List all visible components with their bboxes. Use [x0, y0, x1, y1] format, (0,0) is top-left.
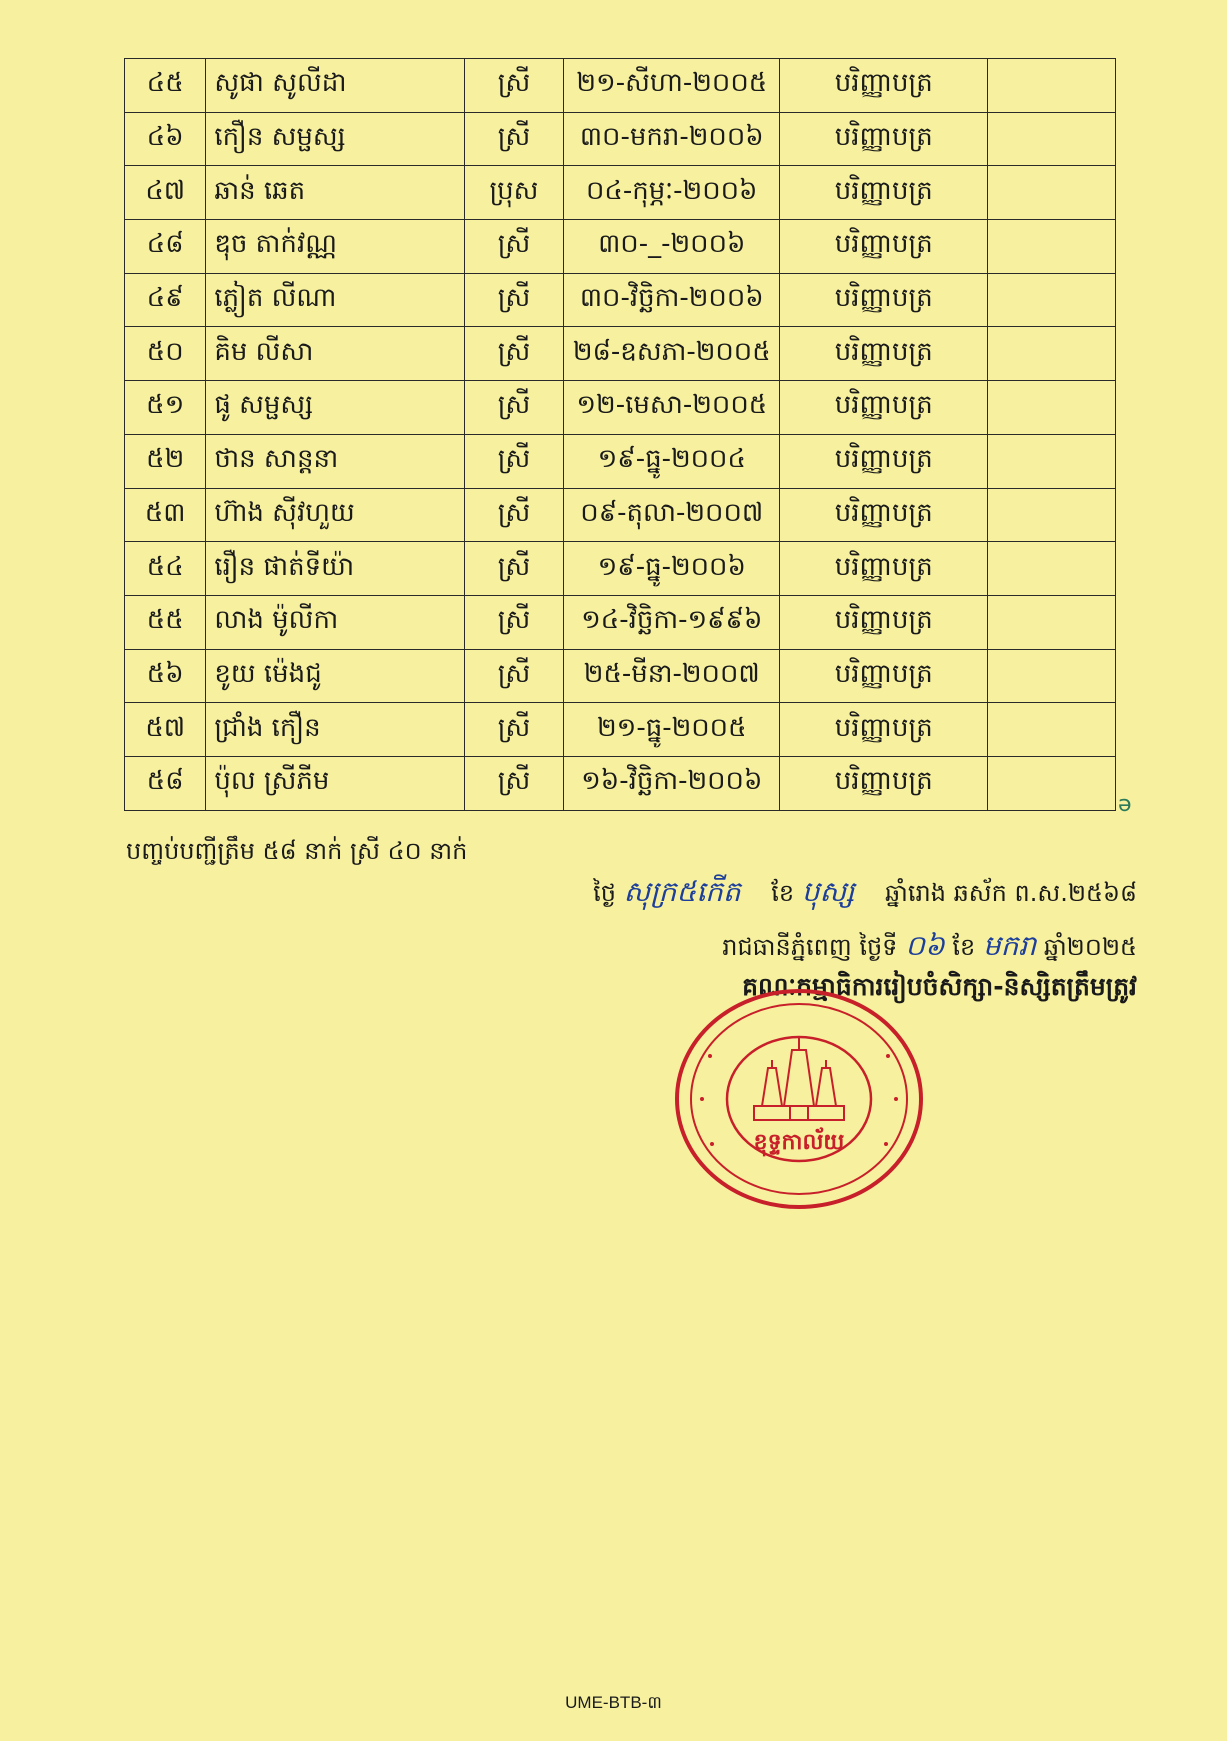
gender-cell: ស្រី [464, 220, 564, 274]
student-name-cell: គិម លីសា [206, 327, 464, 381]
remarks-cell [988, 166, 1116, 220]
row-number-cell: ៥១ [125, 381, 206, 435]
table-row [125, 273, 1116, 327]
birth-date-cell: ១៩-ធ្នូ-២០០៦ [564, 542, 780, 596]
footer-code: UME-BTB-៣ [565, 1693, 662, 1712]
table-row [125, 649, 1116, 703]
student-name-cell: សូផា សូលីដា [206, 59, 464, 113]
row-number-cell: ៥២ [125, 434, 206, 488]
remarks-cell [988, 756, 1116, 810]
row-number-cell: ៥៤ [125, 542, 206, 596]
table-row [125, 112, 1116, 166]
row-number-cell: ៤៥ [125, 59, 206, 113]
remarks-cell [988, 488, 1116, 542]
handwritten-date: ០៦ [905, 929, 945, 962]
table-row [125, 327, 1116, 381]
margin-mark-icon: ǝ [1118, 792, 1132, 817]
table-row [125, 59, 1116, 113]
qualification-cell: បរិញ្ញាបត្រ [780, 59, 988, 113]
student-name-cell: ជ្រាំង កឿន [206, 703, 464, 757]
birth-date-cell: ២១-សីហា-២០០៥ [564, 59, 780, 113]
qualification-cell: បរិញ្ញាបត្រ [780, 542, 988, 596]
birth-date-cell: ២៥-មីនា-២០០៧ [564, 649, 780, 703]
qualification-cell: បរិញ្ញាបត្រ [780, 649, 988, 703]
handwritten-month2: មករា [982, 929, 1037, 962]
student-name-cell: រឿន ផាត់ទីយ៉ា [206, 542, 464, 596]
qualification-cell: បរិញ្ញាបត្រ [780, 595, 988, 649]
gender-cell: ស្រី [464, 756, 564, 810]
handwritten-month: បុស្ស [801, 875, 855, 908]
remarks-cell [988, 649, 1116, 703]
table-row [125, 756, 1116, 810]
table-row [125, 703, 1116, 757]
birth-date-cell: ០៤-កុម្ភៈ-២០០៦ [564, 166, 780, 220]
student-name-cell: ឌុច តាក់វណ្ណ [206, 220, 464, 274]
qualification-cell: បរិញ្ញាបត្រ [780, 381, 988, 435]
row-number-cell: ៤៧ [125, 166, 206, 220]
gender-cell: ប្រុស [464, 166, 564, 220]
qualification-cell: បរិញ្ញាបត្រ [780, 756, 988, 810]
gender-cell: ស្រី [464, 59, 564, 113]
row-number-cell: ៥៧ [125, 703, 206, 757]
table-row [125, 595, 1116, 649]
gender-cell: ស្រី [464, 703, 564, 757]
gender-cell: ស្រី [464, 327, 564, 381]
table-row [125, 220, 1116, 274]
row-number-cell: ៤៩ [125, 273, 206, 327]
qualification-cell: បរិញ្ញាបត្រ [780, 112, 988, 166]
remarks-cell [988, 327, 1116, 381]
lunar-date-line [593, 874, 1137, 915]
gender-cell: ស្រី [464, 434, 564, 488]
solar-date-line [722, 928, 1137, 969]
remarks-cell [988, 220, 1116, 274]
birth-date-cell: ៣០-មករា-២០០៦ [564, 112, 780, 166]
row-number-cell: ៤៨ [125, 220, 206, 274]
remarks-cell [988, 381, 1116, 435]
remarks-cell [988, 542, 1116, 596]
row-number-cell: ៥៨ [125, 756, 206, 810]
qualification-cell: បរិញ្ញាបត្រ [780, 434, 988, 488]
remarks-cell [988, 434, 1116, 488]
list-summary: បញ្ចប់បញ្ជីត្រឹម ៥៨ នាក់ ស្រី ៤០ នាក់ [126, 837, 468, 865]
student-name-cell: ហ៊ាង ស៊ីវហួយ [206, 488, 464, 542]
table-row [125, 542, 1116, 596]
birth-date-cell: ០៩-តុលា-២០០៧ [564, 488, 780, 542]
lunar-year: ឆ្នាំរោង ឆស័ក ព.ស.២៥៦៨ [885, 879, 1137, 907]
qualification-cell: បរិញ្ញាបត្រ [780, 703, 988, 757]
student-name-cell: ឆាន់ ឆេត [206, 166, 464, 220]
remarks-cell [988, 703, 1116, 757]
table-row [125, 488, 1116, 542]
student-name-cell: ភ្លៀត លីណា [206, 273, 464, 327]
month2-prefix: ខែ [952, 933, 976, 961]
gender-cell: ស្រី [464, 488, 564, 542]
student-name-cell: ផូ សម្ផស្ស [206, 381, 464, 435]
student-name-cell: លាង ម៉ូលីកា [206, 595, 464, 649]
student-name-cell: ថាន សាន្តនា [206, 434, 464, 488]
city-text: រាជធានីភ្នំពេញ ថ្ងៃទី [722, 933, 898, 961]
row-number-cell: ៥០ [125, 327, 206, 381]
student-name-cell: ខូយ ម៉េងជូ [206, 649, 464, 703]
qualification-cell: បរិញ្ញាបត្រ [780, 220, 988, 274]
official-seal [672, 986, 926, 1212]
row-number-cell: ៥៣ [125, 488, 206, 542]
office-title: គណៈកម្មាធិការរៀបចំសិក្សា-និស្សិតត្រឹមត្រូវ [742, 972, 1137, 1001]
gender-cell: ស្រី [464, 112, 564, 166]
qualification-cell: បរិញ្ញាបត្រ [780, 488, 988, 542]
qualification-cell: បរិញ្ញាបត្រ [780, 327, 988, 381]
seal-icon [672, 986, 926, 1212]
birth-date-cell: ៣០-វិច្ឆិកា-២០០៦ [564, 273, 780, 327]
birth-date-cell: ២១-ធ្នូ-២០០៥ [564, 703, 780, 757]
student-table [124, 58, 1116, 811]
row-number-cell: ៥៥ [125, 595, 206, 649]
row-number-cell: ៤៦ [125, 112, 206, 166]
qualification-cell: បរិញ្ញាបត្រ [780, 166, 988, 220]
birth-date-cell: ១២-មេសា-២០០៥ [564, 381, 780, 435]
birth-date-cell: ១៦-វិច្ឆិកា-២០០៦ [564, 756, 780, 810]
remarks-cell [988, 273, 1116, 327]
table-row [125, 434, 1116, 488]
birth-date-cell: ១៤-វិច្ឆិកា-១៩៩៦ [564, 595, 780, 649]
row-number-cell: ៥៦ [125, 649, 206, 703]
seal-label: ខុទ្ទកាល័យ [753, 1130, 845, 1155]
remarks-cell [988, 112, 1116, 166]
table-row [125, 166, 1116, 220]
birth-date-cell: ១៩-ធ្នូ-២០០៤ [564, 434, 780, 488]
gender-cell: ស្រី [464, 381, 564, 435]
qualification-cell: បរិញ្ញាបត្រ [780, 273, 988, 327]
gender-cell: ស្រី [464, 542, 564, 596]
solar-year: ឆ្នាំ២០២៥ [1043, 933, 1137, 961]
remarks-cell [988, 595, 1116, 649]
birth-date-cell: ២៨-ឧសភា-២០០៥ [564, 327, 780, 381]
month-prefix: ខែ [771, 879, 795, 907]
day-prefix: ថ្ងៃ [593, 879, 617, 907]
birth-date-cell: ៣០-_-២០០៦ [564, 220, 780, 274]
table-row [125, 381, 1116, 435]
student-name-cell: ប៉ុល ស្រីភីម [206, 756, 464, 810]
gender-cell: ស្រី [464, 273, 564, 327]
gender-cell: ស្រី [464, 595, 564, 649]
student-name-cell: កឿន សម្ផស្ស [206, 112, 464, 166]
remarks-cell [988, 59, 1116, 113]
handwritten-day: សុក្រ៥កើត [623, 875, 741, 908]
gender-cell: ស្រី [464, 649, 564, 703]
